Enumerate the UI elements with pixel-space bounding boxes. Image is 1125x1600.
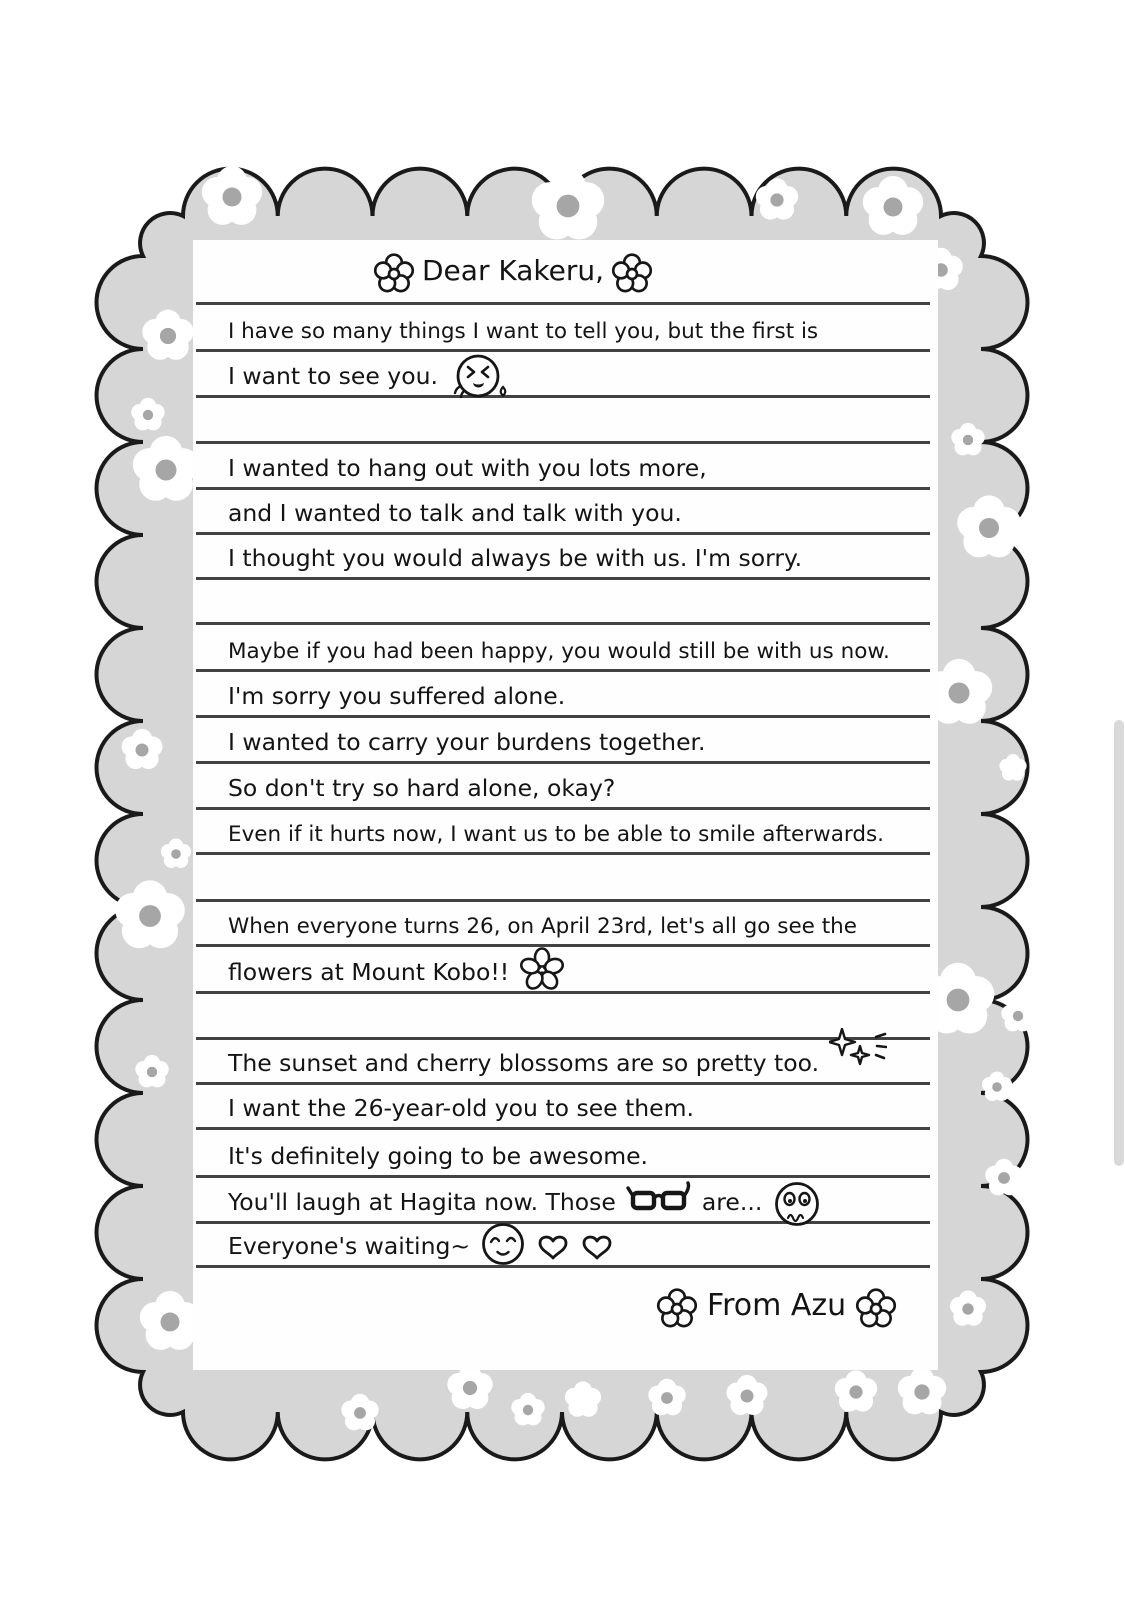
- letter-salutation: [372, 250, 654, 298]
- letter-line: [228, 1081, 694, 1127]
- glasses-icon: [626, 1179, 692, 1215]
- heart-icon: [580, 1229, 614, 1261]
- letter-line: [228, 303, 818, 349]
- letter-line: [228, 1036, 887, 1082]
- letter-line: [228, 1129, 648, 1175]
- cherry-blossom-icon: [519, 947, 565, 993]
- letter-line: [228, 715, 706, 761]
- letter-text: I thought you would always be with us. I'm sorry.: [228, 543, 803, 572]
- scrollbar-thumb[interactable]: [1114, 720, 1124, 1166]
- letter-text: From Azu: [707, 1287, 847, 1323]
- letter-line: [228, 761, 615, 807]
- letter-text: and I wanted to talk and talk with you.: [228, 498, 682, 527]
- letter-text: I want the 26-year-old you to see them.: [228, 1093, 695, 1122]
- frame-flower: [1001, 999, 1034, 1032]
- letter-text: You'll laugh at Hagita now. Those: [228, 1187, 616, 1216]
- letter-text: It's definitely going to be awesome.: [228, 1141, 649, 1170]
- letter-text: So don't try so hard alone, okay?: [228, 773, 616, 802]
- flower-icon: [372, 251, 416, 297]
- letter-line: [228, 623, 890, 669]
- ruled-line: [196, 1265, 930, 1268]
- sparkles-icon: [829, 1028, 887, 1072]
- smiley-face-icon: [480, 1221, 526, 1267]
- letter-text: I want to see you.: [228, 361, 438, 390]
- ruled-line: [196, 395, 930, 398]
- letter-text: Maybe if you had been happy, you would still be with us now.: [228, 638, 890, 664]
- letter-line: [228, 1175, 822, 1221]
- letter-text: I wanted to carry your burdens together.: [228, 727, 706, 756]
- letter-text: The sunset and cherry blossoms are so pretty too.: [228, 1048, 820, 1077]
- letter-line: [228, 349, 508, 395]
- heart-icon: [536, 1229, 570, 1261]
- letter-line: [228, 945, 565, 991]
- letter-text: Everyone's waiting~: [228, 1231, 471, 1260]
- letter-line: [228, 898, 857, 944]
- letter-text: Dear Kakeru,: [422, 253, 604, 287]
- letter-line: [228, 486, 682, 532]
- crying-face-icon: [448, 349, 508, 403]
- letter-text: I have so many things I want to tell you, but the first is: [228, 318, 819, 344]
- flower-icon: [610, 251, 654, 297]
- flower-icon: [854, 1286, 898, 1332]
- letter-signature: [655, 1284, 898, 1334]
- flower-icon: [655, 1286, 699, 1332]
- letter-line: [228, 806, 884, 852]
- letter-line: [228, 531, 802, 577]
- letter-text: When everyone turns 26, on April 23rd, let's all go see the: [228, 913, 858, 939]
- letter-text: I'm sorry you suffered alone.: [228, 681, 566, 710]
- letter-line: [228, 1219, 614, 1265]
- skull-face-icon: [772, 1179, 822, 1233]
- letter-text: flowers at Mount Kobo!!: [228, 957, 510, 986]
- letter-text: are...: [701, 1187, 763, 1216]
- ruled-line: [196, 852, 930, 855]
- letter-line: [228, 441, 707, 487]
- letter-text: Even if it hurts now, I want us to be able to smile afterwards.: [228, 821, 885, 847]
- letter-text: I wanted to hang out with you lots more,: [228, 453, 707, 482]
- letter-line: [228, 669, 565, 715]
- ruled-line: [196, 577, 930, 580]
